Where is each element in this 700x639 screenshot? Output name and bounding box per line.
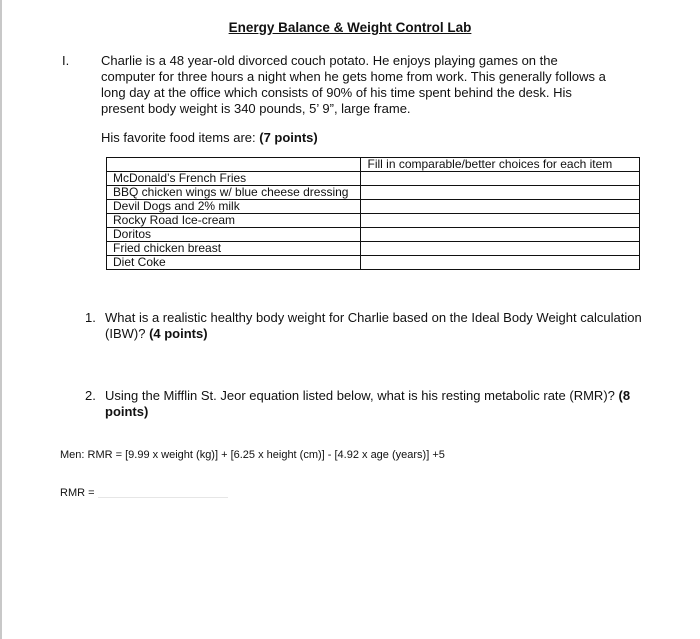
page-title: Energy Balance & Weight Control Lab	[228, 20, 472, 35]
choice-cell[interactable]	[361, 242, 640, 256]
scenario-line: Charlie is a 48 year-old divorced couch potato. He enjoys playing games on the	[101, 53, 558, 68]
question-number: 1.	[85, 310, 96, 325]
question-prompt: What is a realistic healthy body weight for Charlie based on the Ideal Body Weight calculation (IBW)?	[105, 310, 642, 341]
choice-cell[interactable]	[361, 200, 640, 214]
table-header-row	[107, 158, 640, 172]
favorite-foods-label	[101, 130, 318, 145]
choice-cell[interactable]	[361, 256, 640, 270]
question-number: 2.	[85, 388, 96, 403]
scenario-line: long day at the office which consists of 90% of his time spent behind the desk. His	[101, 85, 572, 100]
favorite-foods-text: His favorite food items are:	[101, 130, 260, 145]
favorite-foods-points: (7 points)	[259, 130, 318, 145]
food-item-cell: McDonald’s French Fries	[107, 172, 361, 186]
rmr-formula: Men: RMR = [9.99 x weight (kg)] + [6.25 x height (cm)] - [4.92 x age (years)] +5	[60, 449, 445, 461]
food-item-cell: Doritos	[107, 228, 361, 242]
food-item-cell: BBQ chicken wings w/ blue cheese dressing	[107, 186, 361, 200]
question-prompt: Using the Mifflin St. Jeor equation listed below, what is his resting metabolic rate (RMR)?	[105, 388, 619, 403]
table-row	[107, 186, 640, 200]
food-table	[106, 157, 640, 270]
question-text	[105, 310, 650, 342]
choice-cell[interactable]	[361, 172, 640, 186]
table-row	[107, 214, 640, 228]
scenario-line: present body weight is 340 pounds, 5’ 9”, large frame.	[101, 101, 411, 116]
rmr-answer-label: RMR =	[60, 487, 95, 499]
question-text	[105, 388, 650, 420]
scenario-line: computer for three hours a night when he gets home from work. This generally follows a	[101, 69, 606, 84]
table-row	[107, 256, 640, 270]
table-row	[107, 172, 640, 186]
food-item-cell: Devil Dogs and 2% milk	[107, 200, 361, 214]
table-header-choices: Fill in comparable/better choices for each item	[361, 158, 640, 172]
food-item-cell: Diet Coke	[107, 256, 361, 270]
food-item-cell: Rocky Road Ice-cream	[107, 214, 361, 228]
question-points: (8 points)	[105, 388, 631, 419]
table-header-items	[107, 158, 361, 172]
table-row	[107, 200, 640, 214]
choice-cell[interactable]	[361, 214, 640, 228]
food-item-cell: Fried chicken breast	[107, 242, 361, 256]
question-points: (4 points)	[149, 326, 208, 341]
table-row	[107, 228, 640, 242]
rmr-answer-line[interactable]	[98, 497, 228, 498]
choice-cell[interactable]	[361, 228, 640, 242]
section-numeral: I.	[62, 53, 70, 68]
choice-cell[interactable]	[361, 186, 640, 200]
table-row	[107, 242, 640, 256]
page-edge	[0, 0, 2, 639]
scenario-paragraph	[101, 53, 646, 117]
